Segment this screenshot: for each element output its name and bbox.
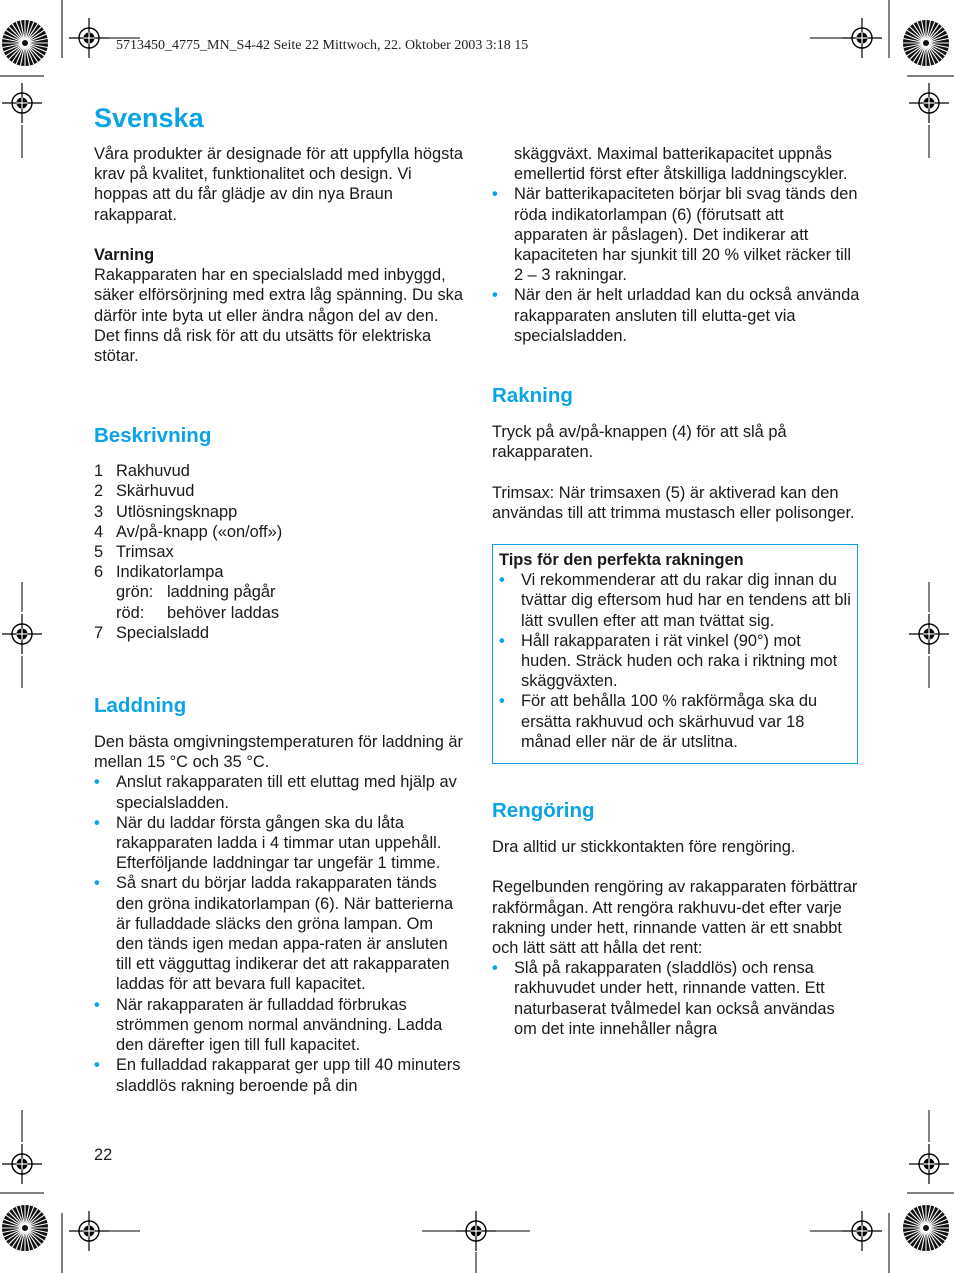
list-item: • När den är helt urladdad kan du också använda rakapparaten ansluten till elutta-get via specialsladden. [492,286,860,345]
cleaning-warning: Dra alltid ur stickkontakten före rengöring. [492,838,796,857]
cleaning-text: Regelbunden rengöring av rakapparaten förbättrar rakförmågan. Att rengöra rakhuvu-det efter varje rakning under hett, rinnande vatten är ett snabbt och lätt sätt att hålla det rent: [492,878,858,958]
list-item: • För att behålla 100 % rakförmåga ska du ersätta rakhuvud och skärhuvud var 18 månad eller när de är utslitna. [499,692,818,751]
part-item [94,522,464,542]
bullet-icon: • [492,959,498,978]
list-item: • Slå på rakapparaten (sladdlös) och rensa rakhuvudet under hett, rinnande vatten. Ett naturbaserat tvålmedel kan också användas om det inte innehåller några [492,959,835,1038]
indicator-state-key: röd: [116,603,145,622]
warning-text: Rakapparaten har en specialsladd med inbyggd, säker elförsörjning med extra låg spänning. Du ska därför inte byta ut eller ändra någon del av den. Det finns då risk för att du utsätts för elektriska stötar. [94,266,463,366]
page-number: 22 [94,1146,113,1164]
part-number: 5 [94,543,104,562]
bullet-icon: • [94,874,100,893]
list-item: • När du laddar första gången ska du låta rakapparaten ladda i 4 timmar utan uppehåll. Efterföljande laddningar tar ungefär 1 timme. [94,813,442,873]
part-number: 2 [94,482,104,501]
charging-continued: skäggväxt. Maximal batterikapacitet uppnås emellertid först efter åtskilliga laddningscykler. [514,145,848,184]
list-item: • När batterikapaciteten börjar bli svag tänds den röda indikatorlampan (6) (förutsatt att apparaten är påslagen). Det indikerar att kapaciteten har sjunkit till 20 % vilket räcker till 2 – 3 rakningar. [492,185,858,285]
list-item: • Vi rekommenderar att du rakar dig innan du tvättar dig eftersom hud har en tendens att bli lätt svullen efter att man tvättat sig. [499,571,851,630]
part-number: 3 [94,502,104,521]
list-item: • Så snart du börjar ladda rakapparaten tänds den gröna indikatorlampan (6). När batterierna är fulladdade släcks den gröna lampan. Om den tänds igen medan appa-raten är ansluten till ett vägguttag indikerar det att rakapparaten laddas för att bevara full kapacitet. [94,874,454,994]
part-label: Rakhuvud [116,462,190,481]
part-item [94,481,464,501]
part-number: 1 [94,462,104,481]
right-column [492,144,860,1039]
part-label: Indikatorlampa [116,563,224,582]
page-title: Svenska [94,103,204,133]
warning-title: Varning [94,246,155,264]
bullet-icon: • [499,571,505,590]
bullet-icon: • [492,185,498,204]
bullet-icon: • [492,286,498,305]
indicator-state-value: laddning pågår [167,583,276,602]
trimmer-text: Trimsax: När trimsaxen (5) är aktiverad kan den användas till att trimma mustasch eller polisonger. [492,483,855,522]
shaving-heading: Rakning [492,384,573,408]
indicator-state [94,603,464,623]
part-number: 4 [94,522,104,541]
part-label: Av/på-knapp («on/off») [116,522,283,541]
part-item [94,461,464,481]
cleaning-heading: Rengöring [492,799,595,823]
charging-bullets-continued [492,184,860,346]
part-number: 7 [94,623,104,642]
charging-bullets [94,772,464,1095]
description-heading: Beskrivning [94,424,212,448]
part-label: Utlösningsknapp [116,502,238,521]
part-number: 6 [94,563,104,582]
indicator-state-key: grön: [116,583,154,602]
part-label: Trimsax [116,543,174,562]
bullet-icon: • [94,773,100,792]
list-item: • När rakapparaten är fulladdad förbrukas strömmen genom normal användning. Ladda den därefter igen till full kapacitet. [94,995,443,1055]
part-item [94,502,464,522]
bullet-icon: • [499,631,505,650]
list-item: • En fulladdad rakapparat ger upp till 40 minuters sladdlös rakning beroende på din [94,1056,461,1095]
charging-intro: Den bästa omgivningstemperaturen för laddning är mellan 15 °C och 35 °C. [94,733,464,772]
charging-heading: Laddning [94,694,187,718]
indicator-state-value: behöver laddas [167,603,280,622]
intro-text: Våra produkter är designade för att uppfylla högsta krav på kvalitet, funktionalitet och design. Vi hoppas att du får glädje av din nya Braun rakapparat. [94,145,464,224]
part-label: Specialsladd [116,623,209,642]
print-header-info: 5713450_4775_MN_S4-42 Seite 22 Mittwoch, 22. Oktober 2003 3:18 15 [116,38,529,53]
tips-title: Tips för den perfekta rakningen [499,551,744,570]
parts-list [94,461,464,643]
part-item [94,542,464,562]
part-item [94,623,464,643]
bullet-icon: • [499,692,505,711]
tips-box [492,544,858,764]
left-column [94,144,464,1096]
list-item: • Håll rakapparaten i rät vinkel (90°) mot huden. Sträck huden och raka i riktning mot skäggväxten. [499,631,838,691]
tips-bullets [499,570,851,752]
cleaning-bullets [492,958,860,1039]
part-label: Skärhuvud [116,482,195,501]
bullet-icon: • [94,813,100,832]
shaving-text: Tryck på av/på-knappen (4) för att slå på rakapparaten. [492,423,787,462]
part-item [94,562,464,582]
bullet-icon: • [94,1056,100,1075]
indicator-state [94,582,464,602]
list-item: • Anslut rakapparaten till ett eluttag med hjälp av specialsladden. [94,773,457,812]
bullet-icon: • [94,995,100,1014]
